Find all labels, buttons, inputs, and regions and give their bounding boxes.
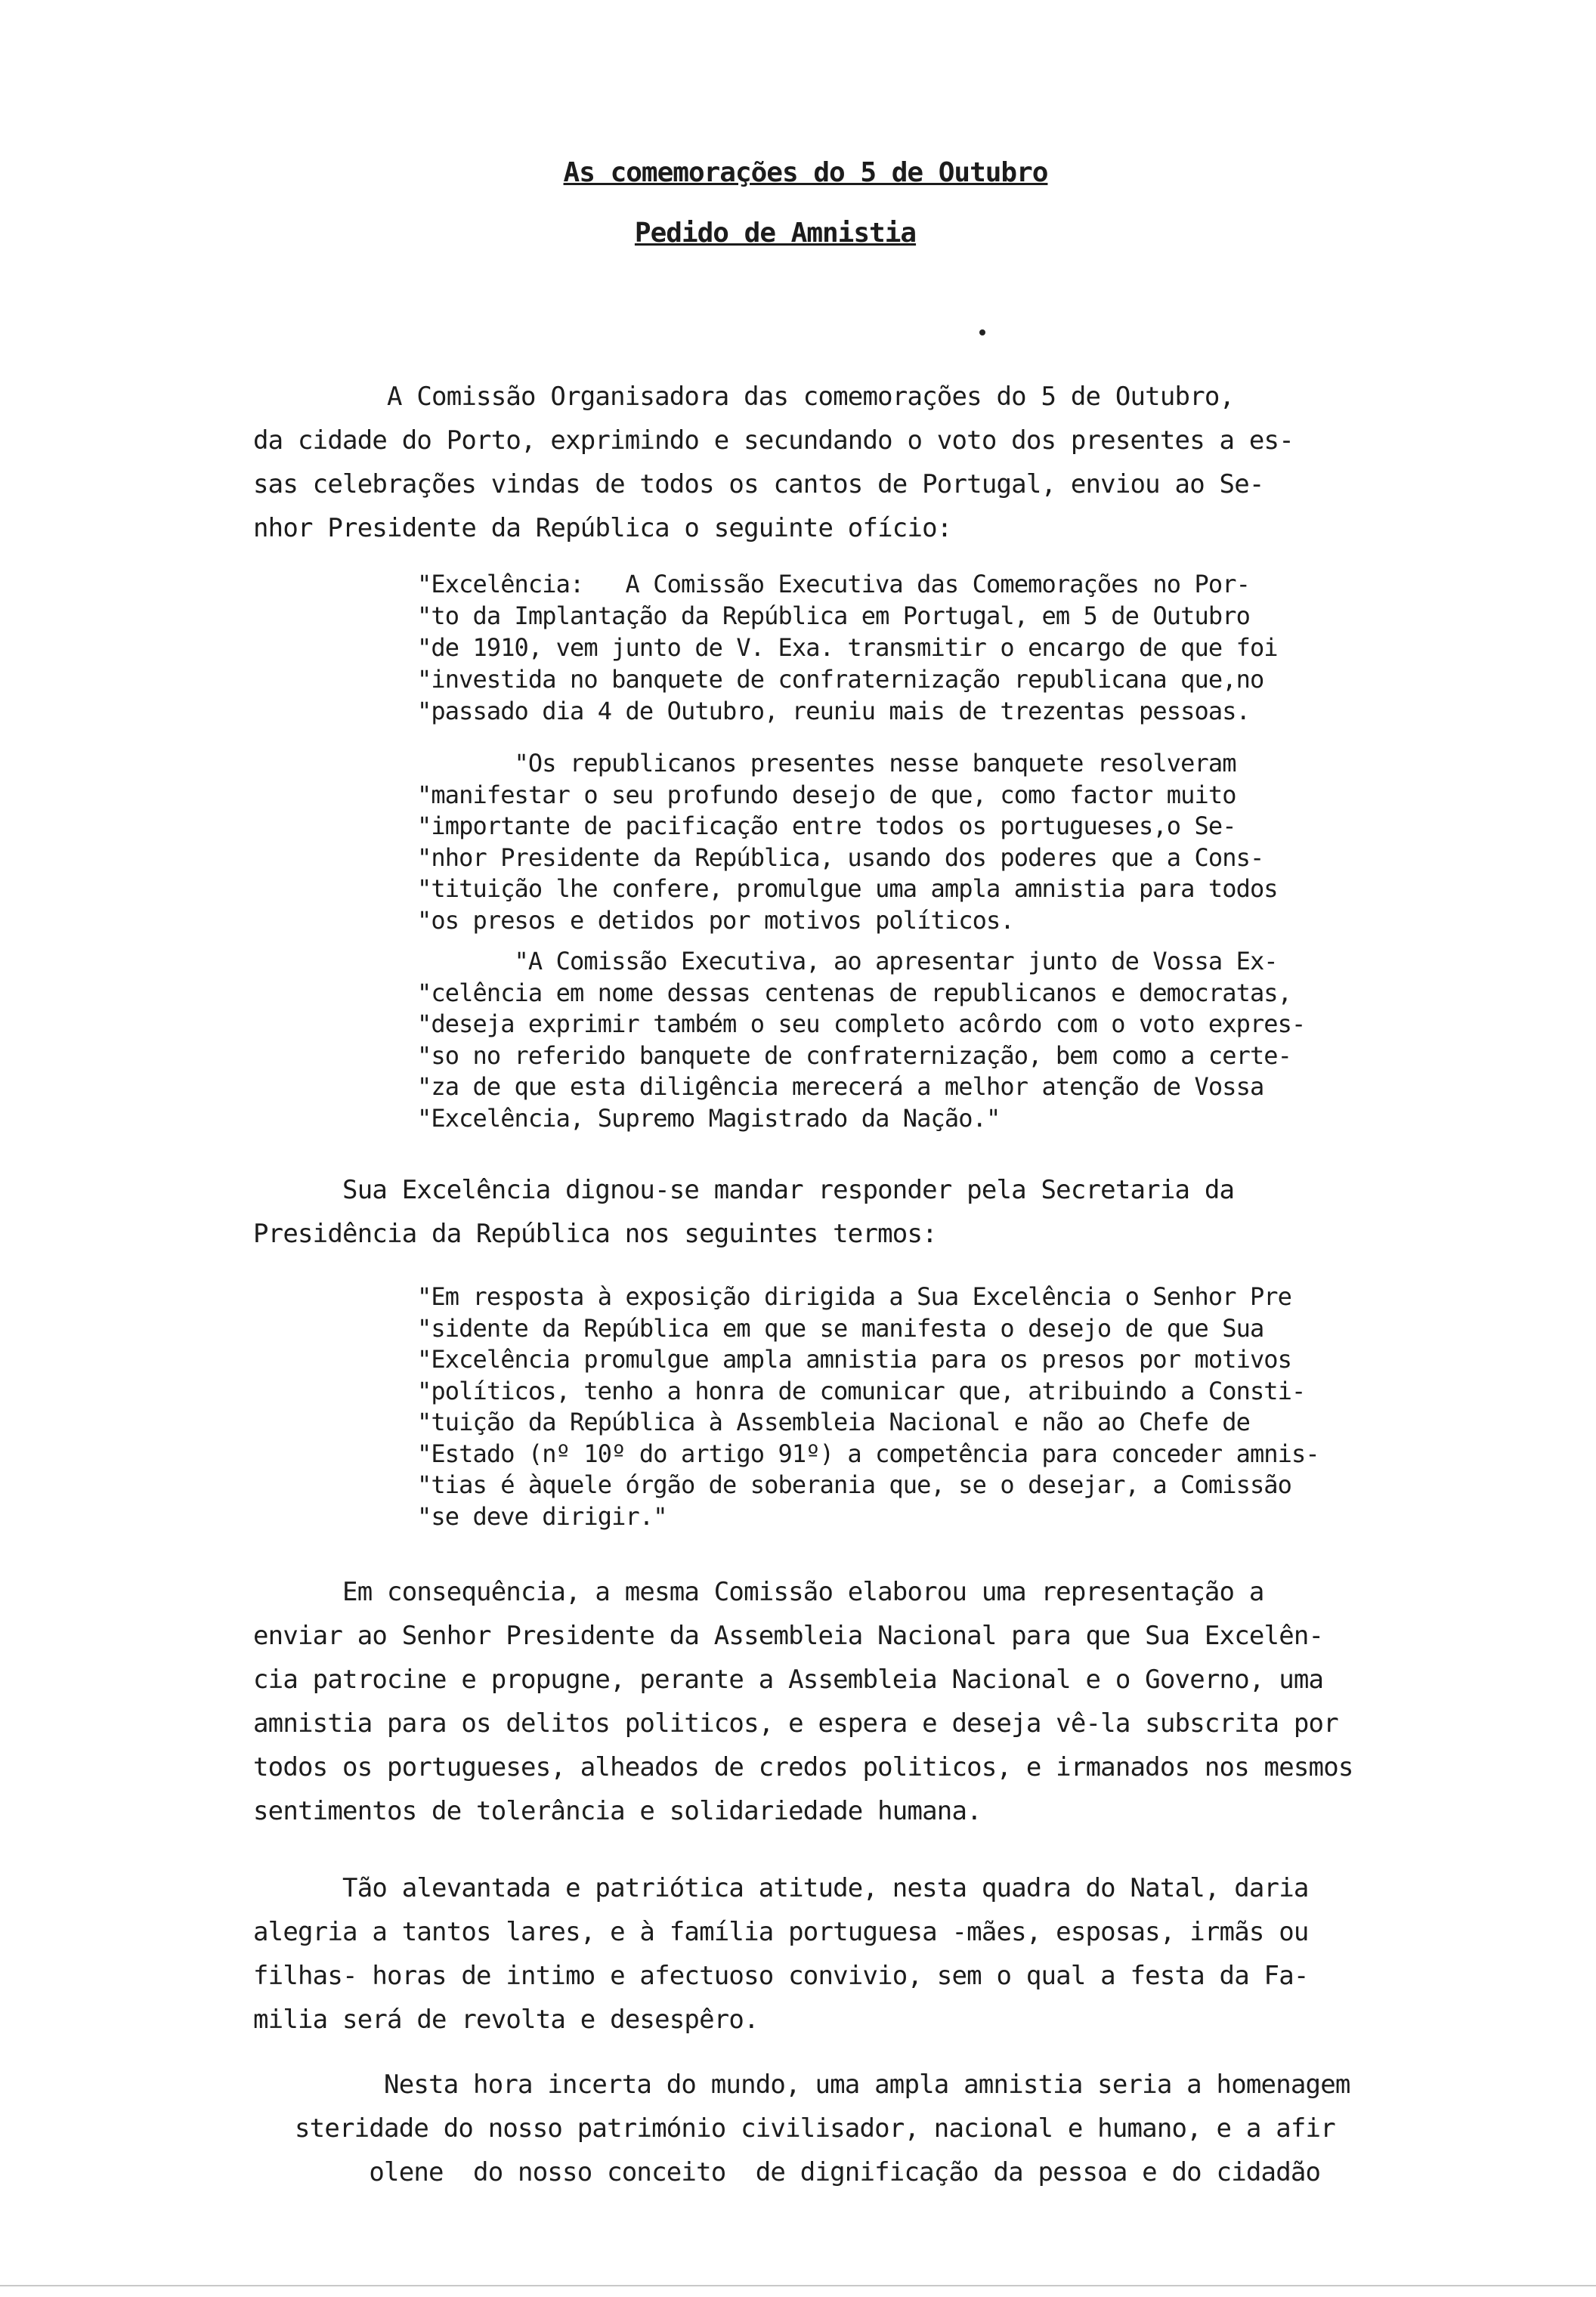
paragraph-consequence: Em consequência, a mesma Comissão elaborou uma representação a enviar ao Senhor Presidente da Assembleia Nacional para que Sua Excelên- cia patrocine e propugne, perante a Assembleia Nacional e o Governo, uma amnistia para os delitos politicos, e espera e deseja vê-la subscrita por todos os portugueses, alheados de credos politicos, e irmanados nos mesmos sentimentos de tolerância e solidariedade humana. (253, 1577, 1353, 1826)
document-title: As comemorações do 5 de Outubro (563, 157, 1048, 188)
quoted-letter-part-2: "Os republicanos presentes nesse banquete resolveram "manifestar o seu profundo desejo de que, como factor muito "importante de pacificação entre todos os portugueses,o Se- "nhor Presidente da República, usando dos poderes que a Cons- "tituição lhe confere, promulgue uma ampla amnistia para todos "os presos e detidos por motivos políticos. (417, 749, 1278, 935)
quoted-letter-part-1: "Excelência: A Comissão Executiva das Comemorações no Por- "to da Implantação da República em Portugal, em 5 de Outubro "de 1910, vem junto de V. Exa. transmitir o encargo de que foi "investida no banquete de confraternização republicana que,no "passado dia 4 de Outubro, reuniu mais de trezentas pessoas. (417, 570, 1278, 725)
paragraph-response-intro: Sua Excelência dignou-se mandar responder pela Secretaria da Presidência da República nos seguintes termos: (253, 1175, 1235, 1249)
document-subtitle: Pedido de Amnistia (634, 218, 917, 249)
page-bottom-edge (0, 2285, 1596, 2286)
paragraph-closing: Nesta hora incerta do mundo, uma ampla amnistia seria a homenagem steridade do nosso património civilisador, nacional e humano, e a afir olene do nosso conceito de dignificação da pessoa e do cidadão (295, 2070, 1350, 2187)
paragraph-christmas: Tão alevantada e patriótica atitude, nesta quadra do Natal, daria alegria a tantos lares, e à família portuguesa -mães, esposas, irmãs ou filhas- horas de intimo e afectuoso convivio, sem o qual a festa da Fa- milia será de revolta e desespêro. (253, 1873, 1309, 2035)
paragraph-intro: A Comissão Organisadora das comemorações do 5 de Outubro, da cidade do Porto, exprimindo e secundando o voto dos presentes a es- sas celebrações vindas de todos os cantos de Portugal, enviou ao Se- nhor Presidente da República o seguinte ofício: (253, 382, 1294, 543)
quoted-response: "Em resposta à exposição dirigida a Sua Excelência o Senhor Pre "sidente da República em que se manifesta o desejo de que Sua "Excelência promulgue ampla amnistia para os presos por motivos "políticos, tenho a honra de comunicar que, atribuindo a Consti- "tuição da República à Assembleia Nacional e não ao Chefe de "Estado (nº 10º do artigo 91º) a competência para conceder amnis- "tias é àquele órgão de soberania que, se o desejar, a Comissão "se deve dirigir." (417, 1282, 1319, 1531)
ink-dot (979, 329, 985, 335)
quoted-letter-part-3: "A Comissão Executiva, ao apresentar junto de Vossa Ex- "celência em nome dessas centenas de republicanos e democratas, "deseja exprimir também o seu completo acôrdo com o voto expres- "so no referido banquete de confraternização, bem como a certe- "za de que esta diligência merecerá a melhor atenção de Vossa "Excelência, Supremo Magistrado da Nação." (417, 947, 1306, 1133)
